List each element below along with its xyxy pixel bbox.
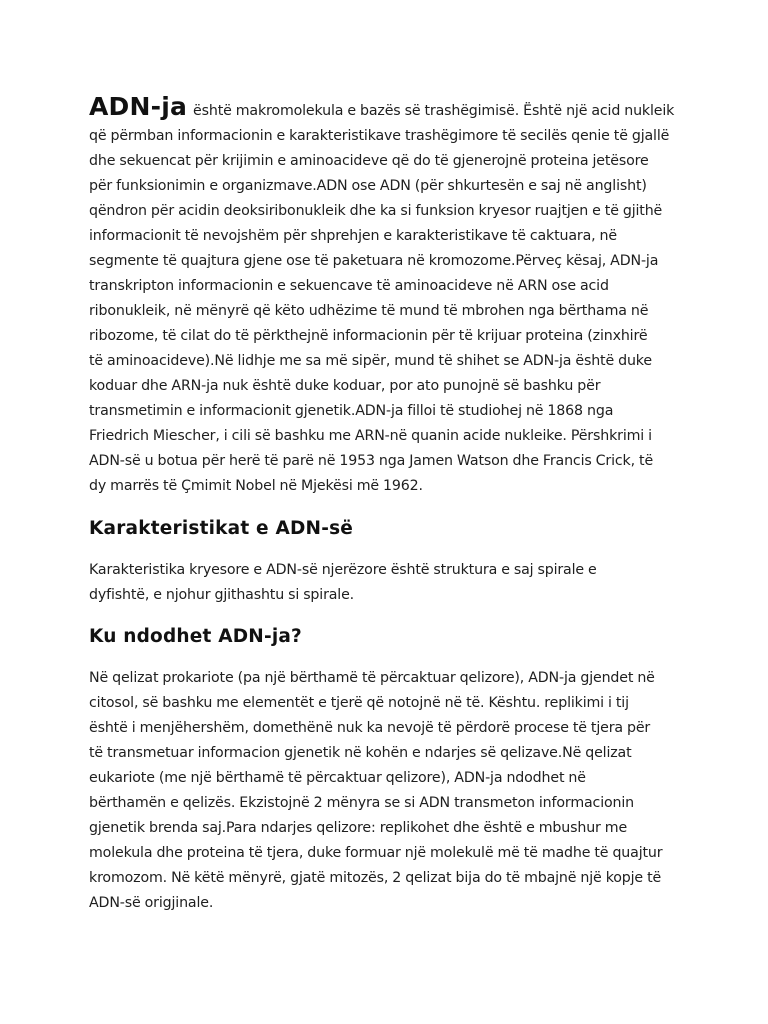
section-heading-location: Ku ndodhet ADN-ja? — [89, 626, 302, 647]
location-line: ADN-së origjinale. — [89, 895, 214, 911]
location-line: të transmetuar informacion gjenetik në kohën e ndarjes së qelizave.Në qelizat — [89, 745, 632, 761]
intro-line: segmente të quajtura gjene ose të paketuara në kromozome.Përveç kësaj, ADN-ja — [89, 253, 659, 269]
characteristics-paragraph — [89, 558, 687, 608]
location-line: eukariote (me një bërthamë të përcaktuar qelizore), ADN-ja ndodhet në — [89, 770, 586, 786]
location-line: bërthamën e qelizës. Ekzistojnë 2 mënyra se si ADN transmeton informacionin — [89, 795, 634, 811]
section-heading-characteristics: Karakteristikat e ADN-së — [89, 518, 354, 539]
characteristics-line: dyfishtë, e njohur gjithashtu si spirale. — [89, 587, 355, 603]
intro-line: transkripton informacionin e sekuencave të aminoacideve në ARN ose acid — [89, 278, 609, 294]
location-line: kromozom. Në këtë mënyrë, gjatë mitozës, 2 qelizat bija do të mbajnë një kopje të — [89, 870, 662, 886]
intro-line: ribozome, të cilat do të përkthejnë informacionin për të krijuar proteina (zinxhirë — [89, 328, 648, 344]
location-line: Në qelizat prokariote (pa një bërthamë të përcaktuar qelizore), ADN-ja gjendet në — [89, 670, 655, 686]
location-paragraph — [89, 666, 687, 916]
intro-line: transmetimin e informacionit gjenetik.ADN-ja filloi të studiohej në 1868 nga — [89, 403, 614, 419]
intro-line: që përmban informacionin e karakteristikave trashëgimore të secilës qenie të gjallë — [89, 128, 670, 144]
location-line: është i menjëhershëm, domethënë nuk ka nevojë të përdorë procese të tjera për — [89, 720, 651, 736]
location-line: citosol, së bashku me elementët e tjerë që notojnë në të. Kështu. replikimi i tij — [89, 695, 629, 711]
intro-paragraph — [89, 94, 687, 499]
location-line: molekula dhe proteina të tjera, duke formuar një molekulë më të madhe të quajtur — [89, 845, 663, 861]
characteristics-line: Karakteristika kryesore e ADN-së njerëzore është struktura e saj spirale e — [89, 562, 597, 578]
intro-line: të aminoacideve).Në lidhje me sa më sipër, mund të shihet se ADN-ja është duke — [89, 353, 652, 369]
intro-line: Friedrich Miescher, i cili së bashku me ARN-në quanin acide nukleike. Përshkrimi i — [89, 428, 652, 444]
document-page — [89, 94, 687, 916]
intro-line: koduar dhe ARN-ja nuk është duke koduar, por ato punojnë së bashku për — [89, 378, 601, 394]
location-line: gjenetik brenda saj.Para ndarjes qelizore: replikohet dhe është e mbushur me — [89, 820, 628, 836]
intro-line: për funksionimin e organizmave.ADN ose ADN (për shkurtesën e saj në anglisht) — [89, 178, 647, 194]
intro-line: ADN-së u botua për herë të parë në 1953 nga Jamen Watson dhe Francis Crick, të — [89, 453, 654, 469]
intro-line: informacionit të nevojshëm për shprehjen e karakteristikave të caktuara, në — [89, 228, 617, 244]
lead-term: ADN-ja — [89, 92, 188, 121]
intro-line: qëndron për acidin deoksiribonukleik dhe ka si funksion kryesor ruajtjen e të gjithë — [89, 203, 663, 219]
intro-line: ADN-ja është makromolekula e bazës së trashëgimisë. Është një acid nukleik — [89, 92, 675, 121]
intro-line: dhe sekuencat për krijimin e aminoacideve që do të gjenerojnë proteina jetësore — [89, 153, 649, 169]
intro-line: ribonukleik, në mënyrë që këto udhëzime të mund të mbrohen nga bërthama në — [89, 303, 649, 319]
intro-line: dy marrës të Çmimit Nobel në Mjekësi më 1962. — [89, 478, 423, 494]
